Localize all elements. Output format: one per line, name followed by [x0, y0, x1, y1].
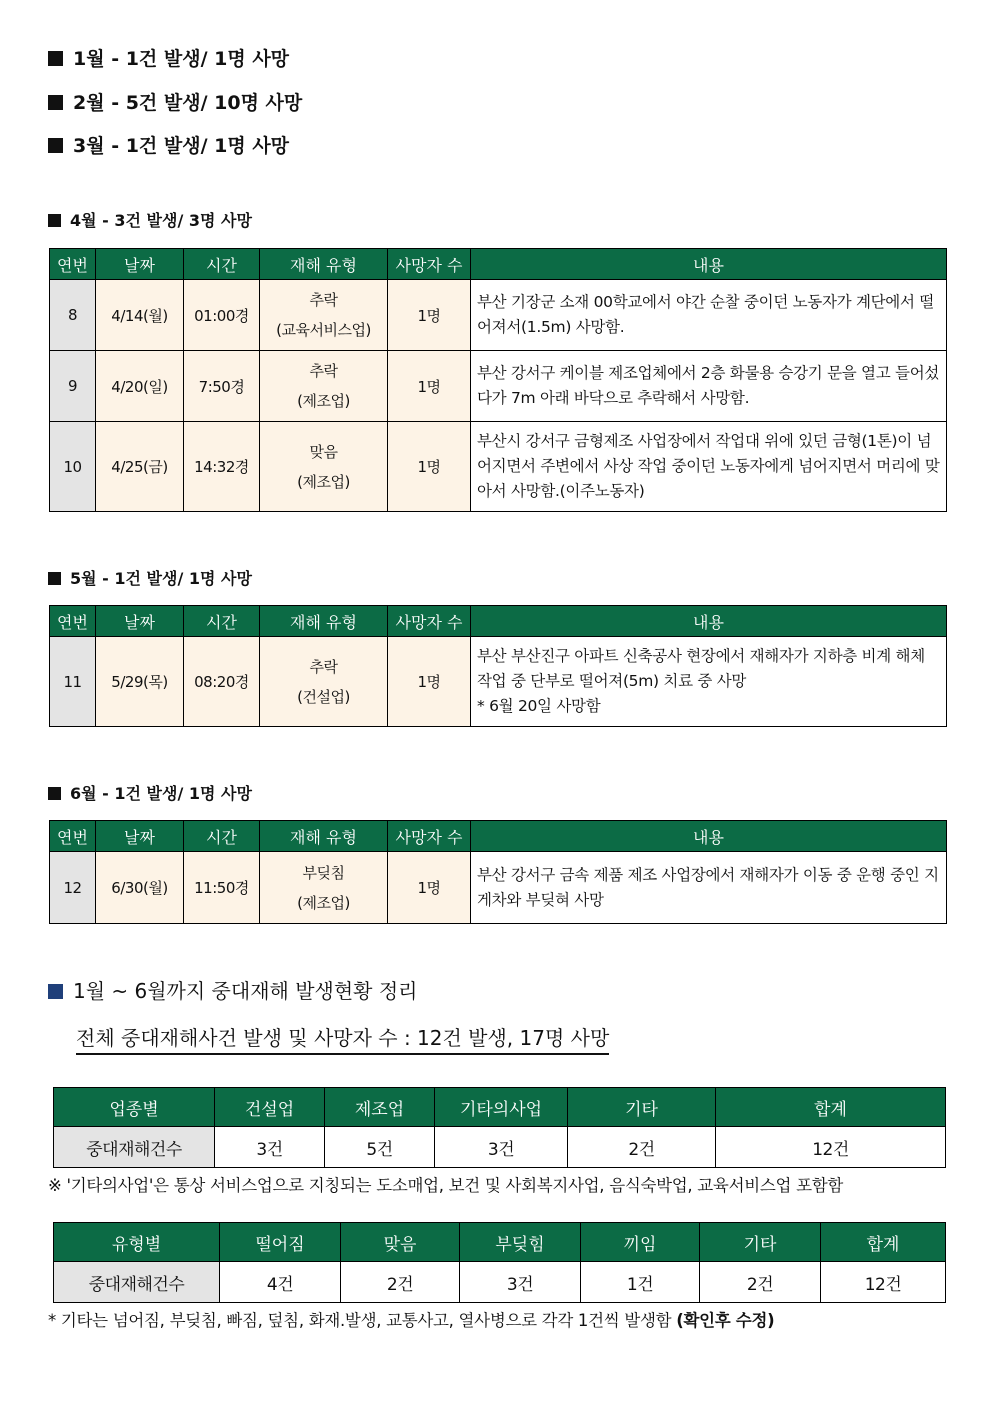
header-cell: 제조업	[325, 1088, 435, 1127]
cell-deaths: 1명	[388, 422, 471, 512]
cell-time: 11:50경	[184, 852, 260, 924]
header-cell: 건설업	[215, 1088, 325, 1127]
table-header-row	[50, 821, 947, 852]
header-cell: 끼임	[581, 1223, 700, 1262]
cell-desc: 부산시 강서구 금형제조 사업장에서 작업대 위에 있던 금형(1톤)이 넘어지면서 주변에서 사상 작업 중이던 노동자에게 넘어지면서 머리에 맞아서 사망함.(이주노동자)	[471, 422, 947, 512]
cell-desc: 부산 강서구 금속 제품 제조 사업장에서 재해자가 이동 중 운행 중인 지게차와 부딪혀 사망	[471, 852, 947, 924]
cell-desc: 부산 부산진구 아파트 신축공사 현장에서 재해자가 지하층 비계 해체 작업 중 단부로 떨어져(5m) 치료 중 사망 * 6월 20일 사망함	[471, 637, 947, 727]
row-label: 중대재해건수	[54, 1127, 215, 1168]
header-type: 재해 유형	[260, 606, 388, 637]
stat-cell: 2건	[341, 1262, 460, 1303]
cell-date: 5/29(목)	[96, 637, 184, 727]
header-deaths: 사망자 수	[388, 249, 471, 280]
industry-note: ※ '기타의사업'은 통상 서비스업으로 지칭되는 도소매업, 보건 및 사회복지사업, 음식숙박업, 교육서비스업 포함함	[48, 1176, 843, 1195]
header-cell: 업종별	[54, 1088, 215, 1127]
summary-title: 1월 ~ 6월까지 중대재해 발생현황 정리	[48, 975, 417, 1004]
header-cell: 합계	[716, 1088, 946, 1127]
table-header-row	[54, 1223, 946, 1262]
square-bullet-icon	[48, 95, 63, 110]
cell-no: 11	[50, 637, 96, 727]
type-note: * 기타는 넘어짐, 부딪침, 빠짐, 덮침, 화재.발생, 교통사고, 열사병으로 각각 1건씩 발생함 (확인후 수정)	[48, 1311, 775, 1330]
april-incident-table	[49, 248, 947, 512]
type-note-bold: (확인후 수정)	[676, 1311, 775, 1330]
header-time: 시간	[184, 821, 260, 852]
month-summary-text: 2월 - 5건 발생/ 10명 사망	[73, 92, 303, 114]
header-deaths: 사망자 수	[388, 821, 471, 852]
cell-date: 4/25(금)	[96, 422, 184, 512]
cell-date: 6/30(월)	[96, 852, 184, 924]
cell-type: 맞음 (제조업)	[260, 422, 388, 512]
month-summary-jan	[48, 44, 289, 71]
header-time: 시간	[184, 249, 260, 280]
stat-cell: 3건	[215, 1127, 325, 1168]
header-time: 시간	[184, 606, 260, 637]
cell-no: 12	[50, 852, 96, 924]
header-cell: 떨어짐	[220, 1223, 341, 1262]
cell-type: 부딪침 (제조업)	[260, 852, 388, 924]
header-desc: 내용	[471, 821, 947, 852]
june-heading: 6월 - 1건 발생/ 1명 사망	[48, 781, 252, 804]
header-no: 연번	[50, 821, 96, 852]
cell-type: 추락 (제조업)	[260, 351, 388, 422]
table-header-row	[50, 606, 947, 637]
header-cell: 기타	[700, 1223, 821, 1262]
header-no: 연번	[50, 606, 96, 637]
stat-cell: 1건	[581, 1262, 700, 1303]
cell-desc: 부산 기장군 소재 00학교에서 야간 순찰 중이던 노동자가 계단에서 떨어져서(1.5m) 사망함.	[471, 280, 947, 351]
cell-type: 추락 (교육서비스업)	[260, 280, 388, 351]
header-cell: 기타	[568, 1088, 716, 1127]
square-bullet-icon	[48, 138, 63, 153]
june-incident-table	[49, 820, 947, 924]
cell-deaths: 1명	[388, 351, 471, 422]
header-cell: 유형별	[54, 1223, 220, 1262]
square-bullet-icon	[48, 787, 61, 800]
cell-time: 7:50경	[184, 351, 260, 422]
cell-desc: 부산 강서구 케이블 제조업체에서 2층 화물용 승강기 문을 열고 들어섰다가 7m 아래 바닥으로 추락해서 사망함.	[471, 351, 947, 422]
square-bullet-icon	[48, 214, 61, 227]
header-cell: 맞음	[341, 1223, 460, 1262]
table-row	[50, 852, 947, 924]
stat-cell: 4건	[220, 1262, 341, 1303]
cell-deaths: 1명	[388, 280, 471, 351]
april-heading: 4월 - 3건 발생/ 3명 사망	[48, 208, 252, 231]
cell-time: 14:32경	[184, 422, 260, 512]
table-header-row	[54, 1088, 946, 1127]
header-date: 날짜	[96, 821, 184, 852]
header-cell: 기타의사업	[435, 1088, 568, 1127]
cell-no: 9	[50, 351, 96, 422]
header-cell: 부딪힘	[460, 1223, 581, 1262]
square-bullet-icon	[48, 572, 61, 585]
cell-time: 01:00경	[184, 280, 260, 351]
desc-footnote: * 6월 20일 사망함	[477, 697, 601, 715]
may-heading: 5월 - 1건 발생/ 1명 사망	[48, 566, 252, 589]
stat-cell: 5건	[325, 1127, 435, 1168]
stat-cell: 12건	[821, 1262, 946, 1303]
stat-cell: 3건	[460, 1262, 581, 1303]
header-no: 연번	[50, 249, 96, 280]
cell-no: 8	[50, 280, 96, 351]
table-row	[54, 1127, 946, 1168]
month-summary-feb	[48, 88, 302, 115]
header-desc: 내용	[471, 249, 947, 280]
month-summary-text: 1월 - 1건 발생/ 1명 사망	[73, 48, 290, 70]
table-row	[50, 422, 947, 512]
stat-cell: 2건	[700, 1262, 821, 1303]
table-row	[50, 637, 947, 727]
header-desc: 내용	[471, 606, 947, 637]
stat-cell: 3건	[435, 1127, 568, 1168]
header-cell: 합계	[821, 1223, 946, 1262]
table-row	[50, 351, 947, 422]
table-header-row	[50, 249, 947, 280]
may-incident-table	[49, 605, 947, 727]
square-bullet-icon	[48, 984, 63, 999]
cell-date: 4/14(월)	[96, 280, 184, 351]
stat-cell: 2건	[568, 1127, 716, 1168]
month-summary-mar	[48, 131, 289, 158]
cell-deaths: 1명	[388, 637, 471, 727]
table-row	[50, 280, 947, 351]
row-label: 중대재해건수	[54, 1262, 220, 1303]
header-type: 재해 유형	[260, 821, 388, 852]
stat-cell: 12건	[716, 1127, 946, 1168]
header-deaths: 사망자 수	[388, 606, 471, 637]
header-date: 날짜	[96, 606, 184, 637]
type-stats-table	[53, 1222, 946, 1303]
cell-type: 추락 (건설업)	[260, 637, 388, 727]
header-type: 재해 유형	[260, 249, 388, 280]
month-summary-text: 3월 - 1건 발생/ 1명 사망	[73, 135, 290, 157]
cell-date: 4/20(일)	[96, 351, 184, 422]
header-date: 날짜	[96, 249, 184, 280]
table-row	[54, 1262, 946, 1303]
cell-deaths: 1명	[388, 852, 471, 924]
industry-stats-table	[53, 1087, 946, 1168]
cell-no: 10	[50, 422, 96, 512]
summary-subtitle: 전체 중대재해사건 발생 및 사망자 수 : 12건 발생, 17명 사망	[76, 1022, 609, 1055]
cell-time: 08:20경	[184, 637, 260, 727]
square-bullet-icon	[48, 51, 63, 66]
